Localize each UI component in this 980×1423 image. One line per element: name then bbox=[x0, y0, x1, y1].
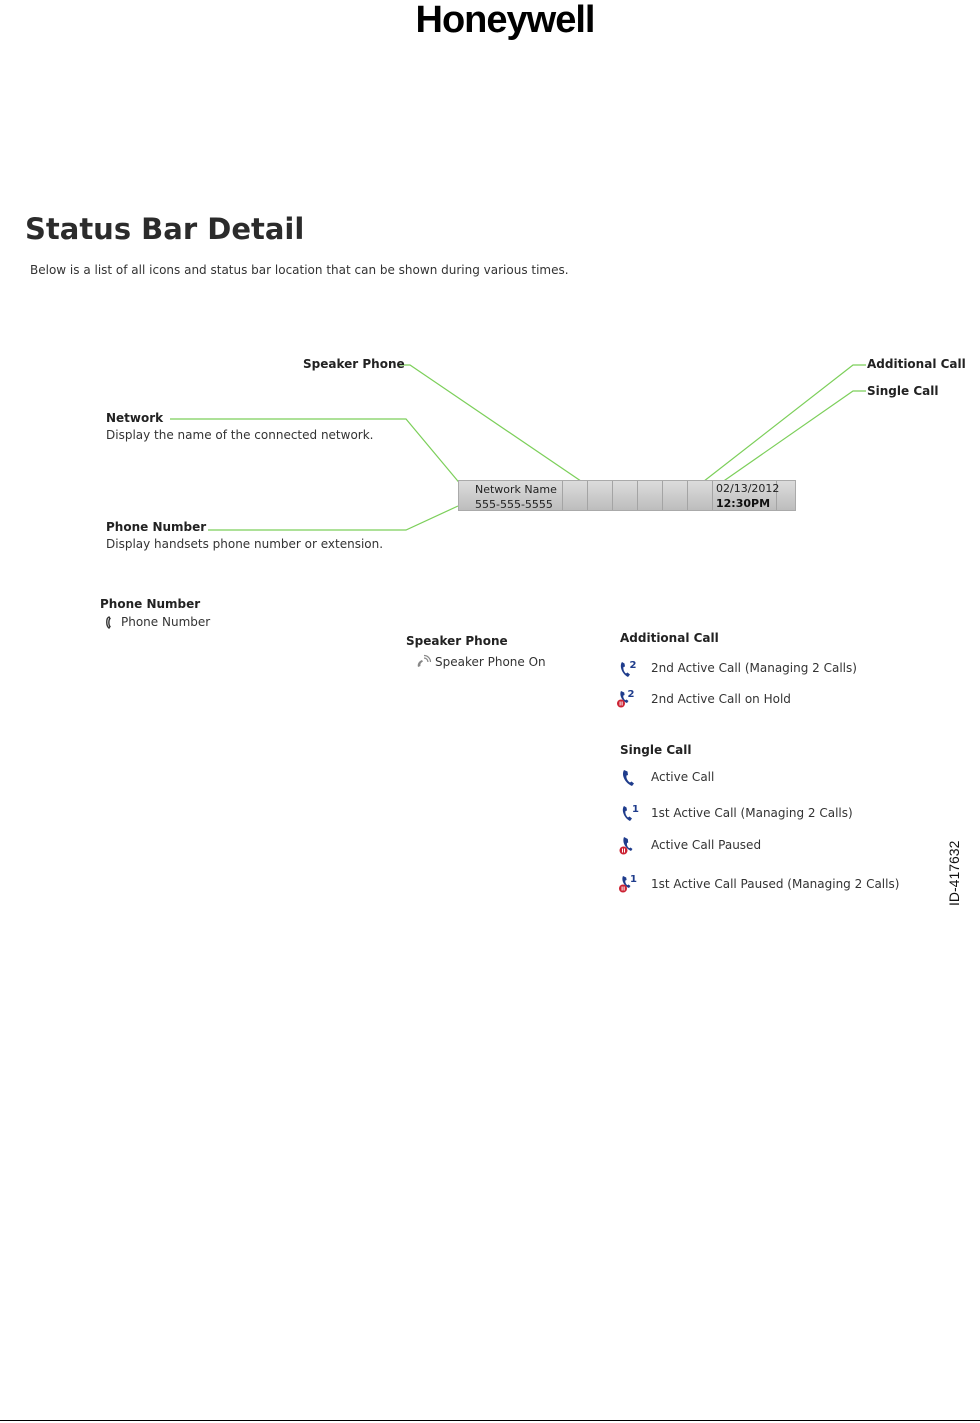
legend-item-label: 1st Active Call Paused (Managing 2 Calls) bbox=[651, 877, 900, 891]
honeywell-logo: Honeywell bbox=[415, 0, 595, 41]
callout-network: Network bbox=[106, 411, 164, 425]
status-bar-time: 12:30PM bbox=[716, 497, 771, 510]
active-call-2-icon bbox=[617, 658, 639, 680]
page-intro: Below is a list of all icons and status bar location that can be shown during various times. bbox=[30, 263, 569, 277]
svg-text:1: 1 bbox=[632, 804, 639, 815]
status-bar-divider bbox=[637, 481, 638, 510]
single-call-leader bbox=[705, 391, 866, 494]
status-bar-divider bbox=[687, 481, 688, 510]
svg-text:2: 2 bbox=[629, 660, 637, 671]
speaker-phone-leader bbox=[399, 365, 600, 494]
callout-single-call: Single Call bbox=[867, 384, 939, 398]
legend-phone-number-heading: Phone Number bbox=[100, 597, 201, 611]
callout-network-description: Display the name of the connected network. bbox=[106, 428, 374, 442]
legend-item-label: Active Call bbox=[651, 770, 715, 784]
callout-additional-call: Additional Call bbox=[867, 357, 966, 371]
bottom-rule bbox=[0, 1420, 980, 1421]
status-bar-network-name: Network Name bbox=[475, 483, 557, 496]
legend-item-label: Phone Number bbox=[121, 615, 211, 629]
status-bar-divider bbox=[562, 481, 563, 510]
legend-item-label: Active Call Paused bbox=[651, 838, 762, 852]
legend-item-label: 2nd Active Call on Hold bbox=[651, 692, 791, 706]
callout-phone-number-description: Display handsets phone number or extension. bbox=[106, 537, 384, 551]
paused-call-icon bbox=[617, 835, 639, 857]
callout-speaker-phone: Speaker Phone bbox=[303, 357, 405, 371]
status-bar-phone-number: 555-555-5555 bbox=[475, 498, 553, 511]
callout-phone-number: Phone Number bbox=[106, 520, 207, 534]
status-bar-divider bbox=[662, 481, 663, 510]
held-call-2-icon bbox=[615, 688, 637, 710]
figure-id: ID-417632 bbox=[946, 840, 962, 906]
legend-additional-call-heading: Additional Call bbox=[620, 631, 719, 645]
phone-number-leader bbox=[208, 506, 458, 530]
additional-call-leader bbox=[690, 365, 866, 492]
speaker-handset-icon bbox=[412, 652, 434, 674]
svg-text:1: 1 bbox=[630, 874, 637, 885]
status-bar-divider bbox=[587, 481, 588, 510]
status-bar-date: 02/13/2012 bbox=[716, 482, 780, 495]
status-bar-divider bbox=[712, 481, 713, 510]
legend-single-call-heading: Single Call bbox=[620, 743, 692, 757]
active-call-icon bbox=[619, 767, 641, 789]
legend-item-label: Speaker Phone On bbox=[435, 655, 546, 669]
legend-item-label: 1st Active Call (Managing 2 Calls) bbox=[651, 806, 853, 820]
status-bar-divider bbox=[612, 481, 613, 510]
page-title: Status Bar Detail bbox=[25, 212, 305, 246]
legend-item-label: 2nd Active Call (Managing 2 Calls) bbox=[651, 661, 857, 675]
handset-outline-icon bbox=[100, 612, 122, 634]
svg-text:2: 2 bbox=[627, 689, 635, 700]
legend-speaker-phone-heading: Speaker Phone bbox=[406, 634, 508, 648]
paused-call-1-icon bbox=[617, 873, 639, 895]
active-call-1-icon bbox=[619, 802, 641, 824]
